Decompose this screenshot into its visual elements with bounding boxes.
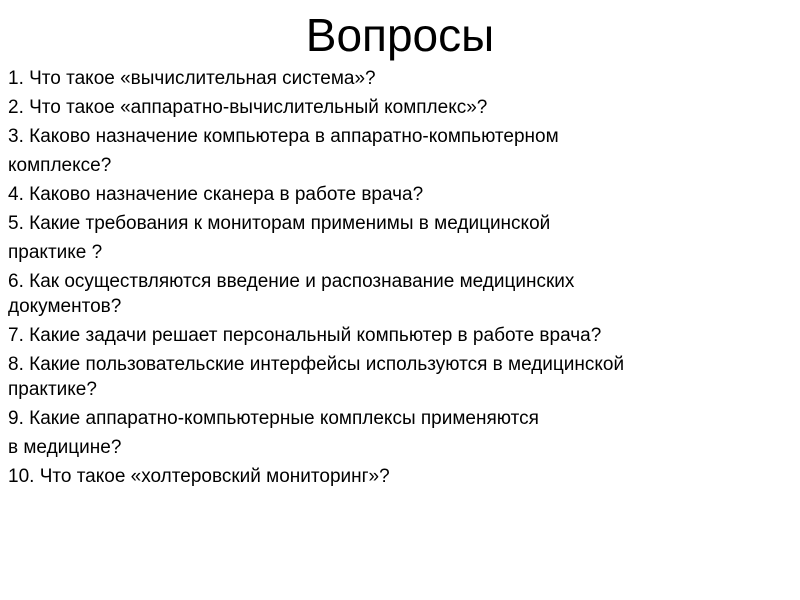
question-text: 9. Какие аппаратно-компьютерные комплексы применяются xyxy=(8,408,539,429)
question-text: 10. Что такое «холтеровский мониторинг»? xyxy=(8,466,390,487)
question-item xyxy=(8,124,793,178)
question-text: 2. Что такое «аппаратно-вычислительный комплекс»? xyxy=(8,97,488,118)
question-text: 4. Каково назначение сканера в работе врача? xyxy=(8,184,424,205)
question-item xyxy=(8,95,793,120)
question-item xyxy=(8,464,793,489)
question-item xyxy=(8,352,793,402)
question-text: в медицине? xyxy=(8,437,122,458)
question-item xyxy=(8,323,793,348)
question-text: практике ? xyxy=(8,242,103,263)
question-item xyxy=(8,66,793,91)
question-text: комплексе? xyxy=(8,155,112,176)
question-item xyxy=(8,182,793,207)
question-text: практике? xyxy=(8,379,97,400)
question-text: 7. Какие задачи решает персональный компьютер в работе врача? xyxy=(8,325,602,346)
question-item xyxy=(8,406,793,460)
question-text: 1. Что такое «вычислительная система»? xyxy=(8,68,376,89)
question-item xyxy=(8,211,793,265)
question-text: документов? xyxy=(8,296,122,317)
question-text: 8. Какие пользовательские интерфейсы используются в медицинской xyxy=(8,354,625,375)
question-item xyxy=(8,269,793,319)
question-text: 5. Какие требования к мониторам применимы в медицинской xyxy=(8,213,551,234)
slide-title: Вопросы xyxy=(305,9,495,61)
question-list xyxy=(8,66,793,493)
question-text: 6. Как осуществляются введение и распознавание медицинских xyxy=(8,271,575,292)
question-text: 3. Каково назначение компьютера в аппаратно-компьютерном xyxy=(8,126,559,147)
